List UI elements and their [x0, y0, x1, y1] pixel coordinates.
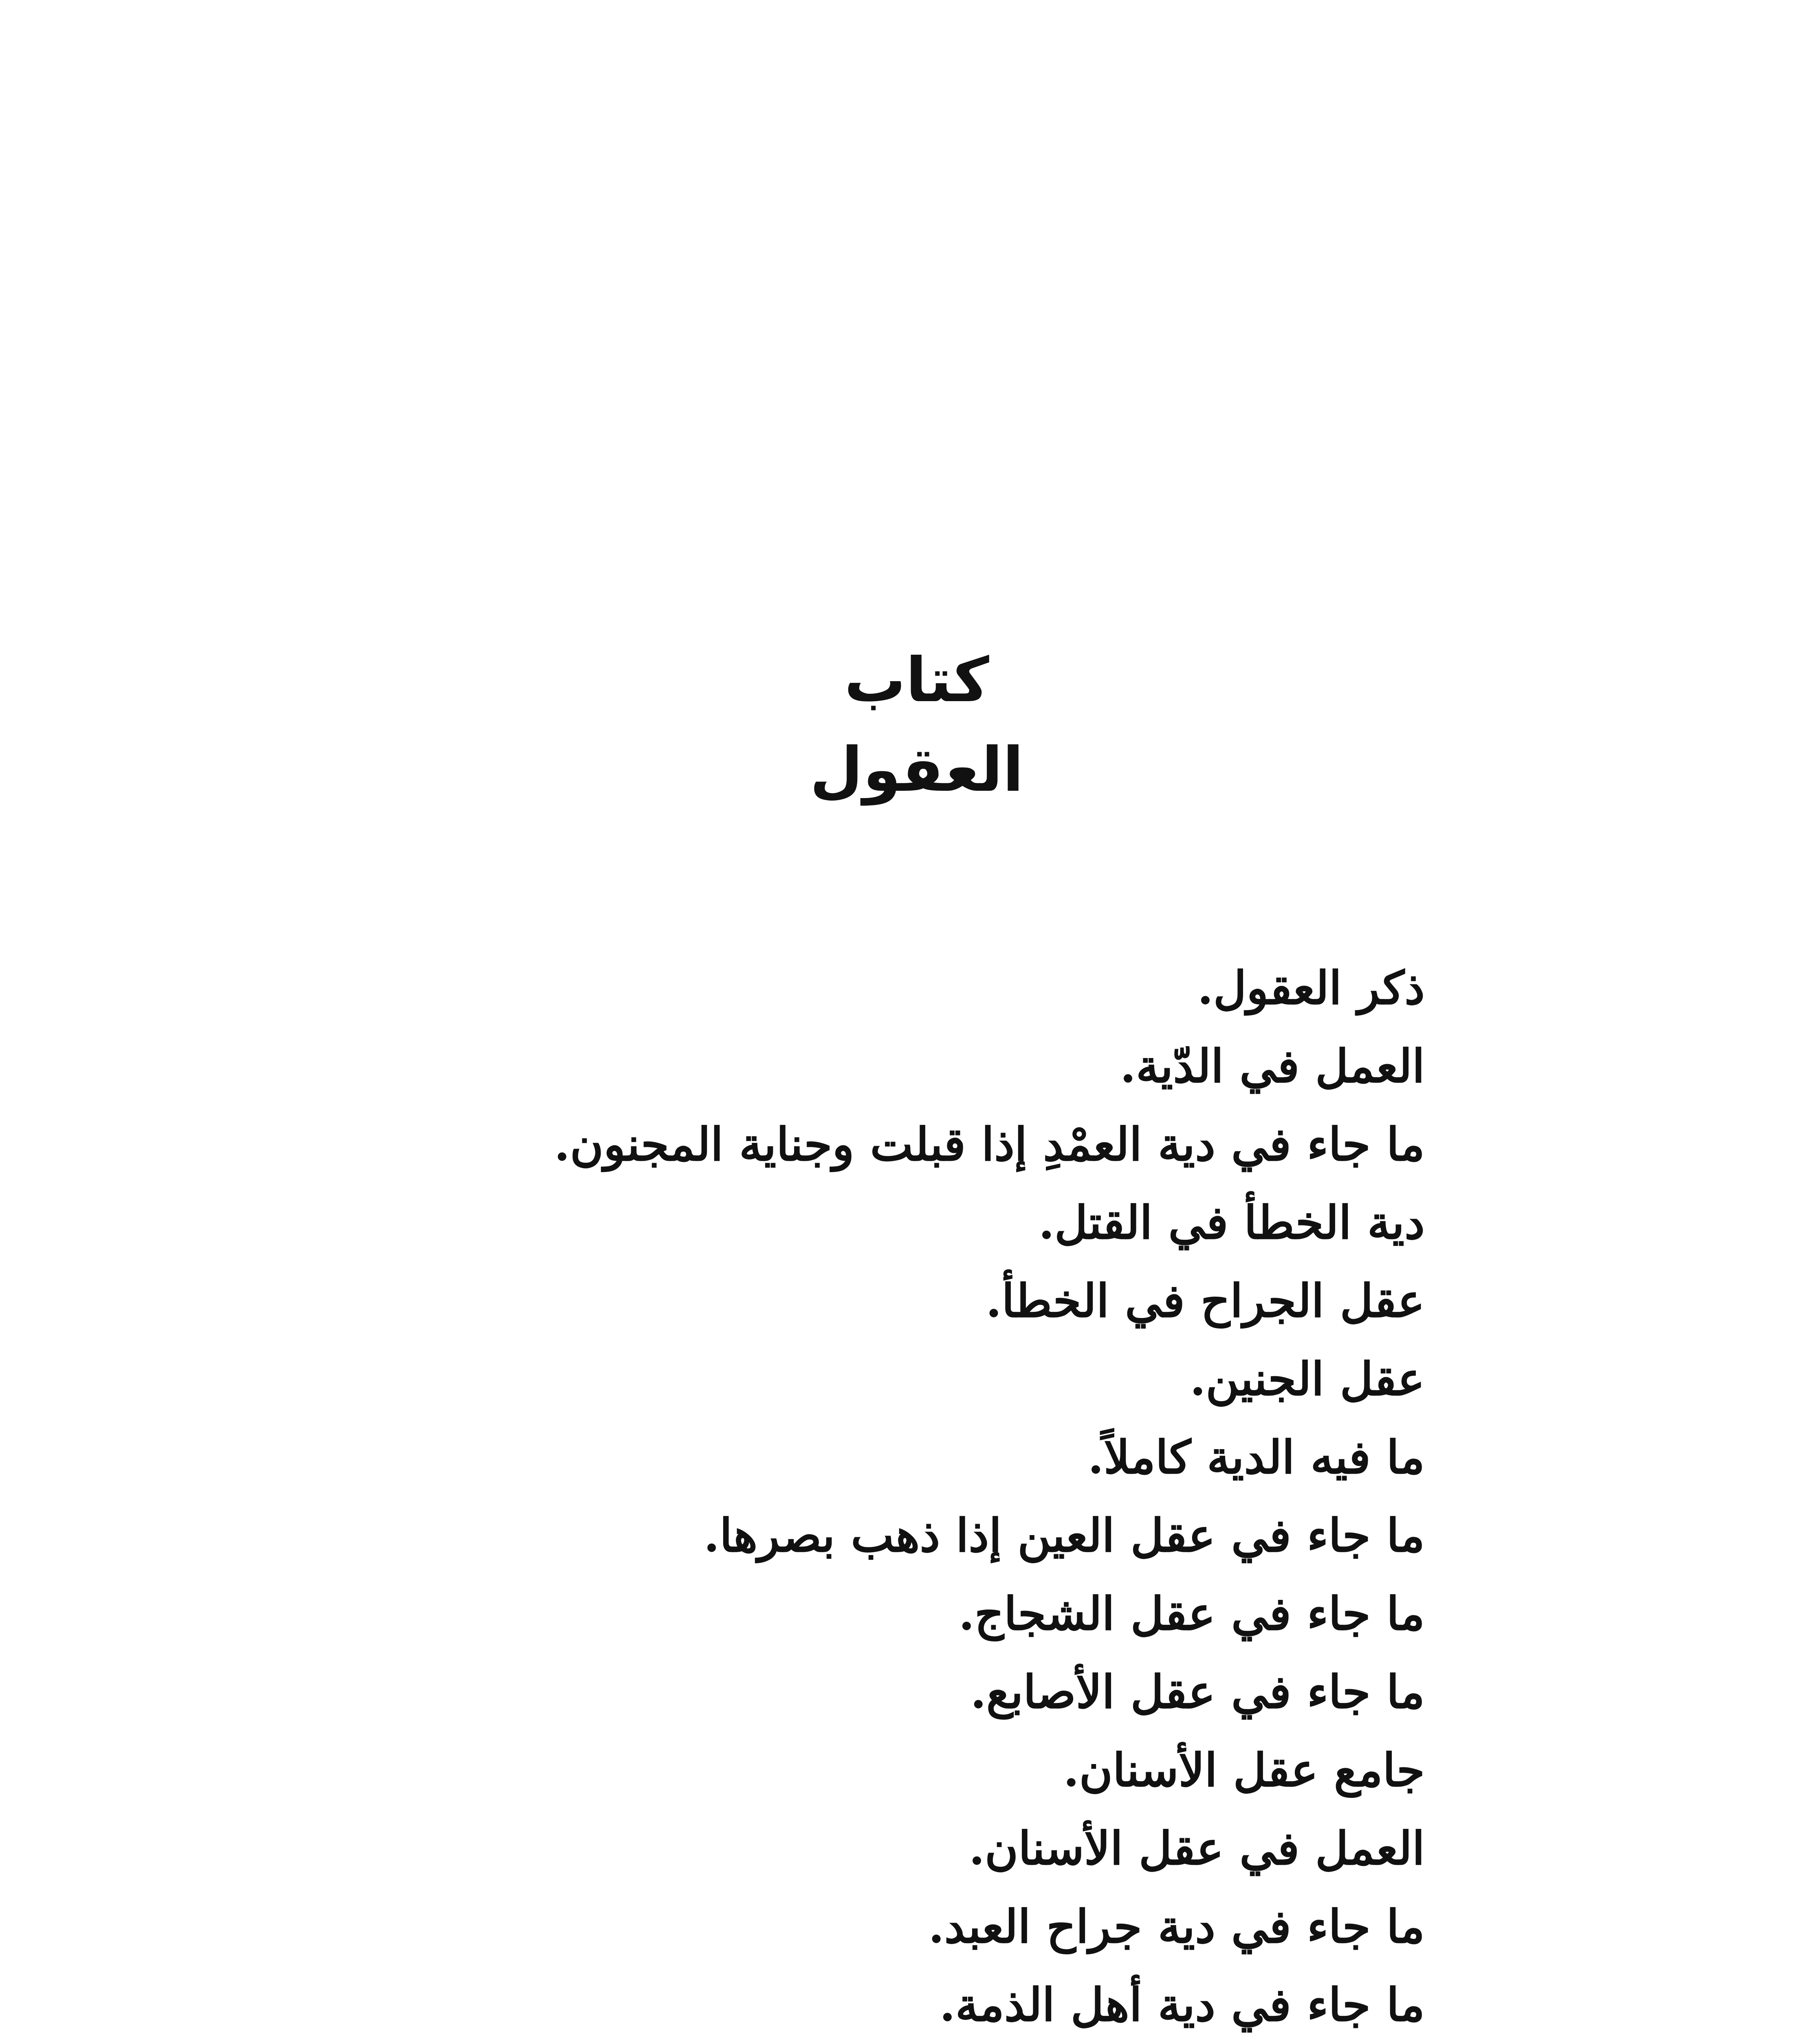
- toc-item: ما جاء في دية جراح العبد.: [928, 1900, 1425, 1953]
- toc-item: ما جاء في عقل الأصابع.: [970, 1665, 1425, 1719]
- toc-item: عقل الجنين.: [1190, 1353, 1425, 1406]
- toc-item: ما جاء في عقل العين إذا ذهب بصرها.: [704, 1509, 1425, 1562]
- toc-item: ما جاء في عقل الشجاج.: [958, 1587, 1425, 1641]
- toc-item: ما جاء في دية أهل الذمة.: [939, 1978, 1425, 2032]
- toc-item: العمل في عقل الأسنان.: [968, 1822, 1425, 1875]
- table-of-contents: [447, 949, 1425, 2037]
- toc-item: ما فيه الدية كاملاً.: [1088, 1431, 1425, 1484]
- toc-item: العمل في الدّية.: [1120, 1040, 1425, 1093]
- toc-item: عقل الجراح في الخطأ.: [986, 1274, 1425, 1328]
- toc-item: ما جاء في دية العمْدِ إذا قبلت وجناية المجنون.: [554, 1118, 1425, 1171]
- toc-item: ذكر العقول.: [1197, 961, 1425, 1015]
- toc-item: دية الخطأ في القتل.: [1038, 1196, 1425, 1249]
- book-title: كتاب العقول: [810, 645, 1024, 805]
- toc-item: جامع عقل الأسنان.: [1063, 1744, 1425, 1797]
